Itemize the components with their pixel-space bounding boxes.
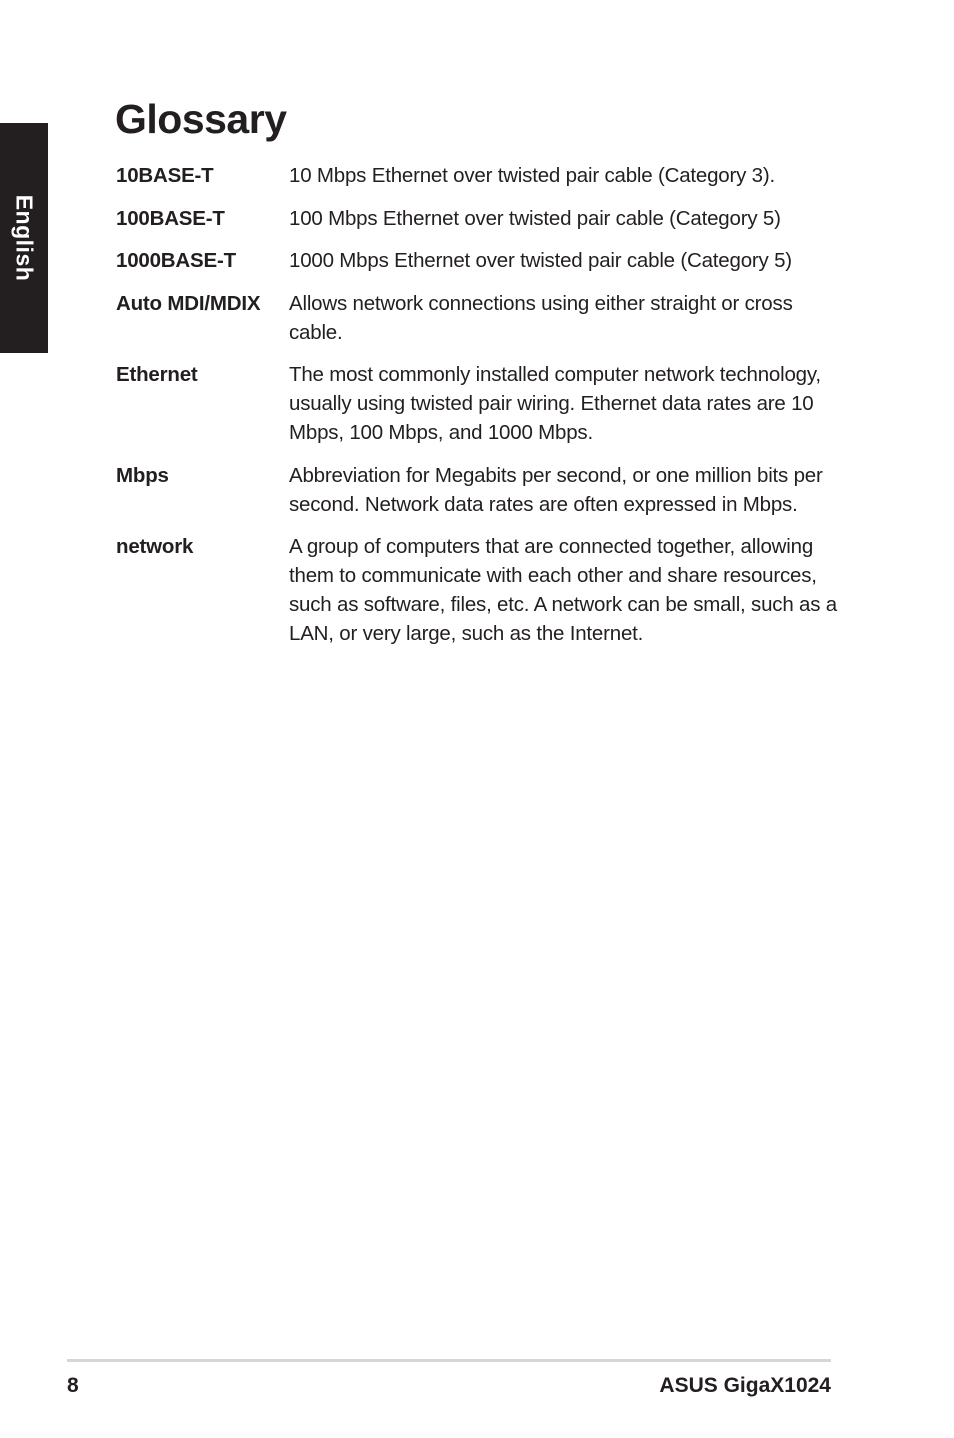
- footer-page-number: 8: [67, 1374, 79, 1397]
- glossary-entry: [116, 461, 841, 519]
- glossary-term: network: [116, 535, 194, 558]
- footer-product-name: ASUS GigaX1024: [659, 1374, 831, 1397]
- glossary-term: 1000BASE-T: [116, 249, 236, 272]
- glossary-definition: Allows network connections using either straight or cross cable.: [289, 291, 793, 344]
- glossary-entry: [116, 204, 841, 233]
- glossary-entry: [116, 161, 841, 190]
- glossary-term: Ethernet: [116, 363, 198, 386]
- glossary-entry: [116, 532, 841, 648]
- glossary-definition: A group of computers that are connected together, allowing them to communicate with each other and share resources, such as software, files, etc. A network can be small, such as a LAN, or very large, such as the Internet.: [289, 535, 837, 645]
- page-title: Glossary: [115, 96, 287, 142]
- glossary-definition: 1000 Mbps Ethernet over twisted pair cable (Category 5): [289, 249, 792, 272]
- footer-divider: [67, 1359, 831, 1362]
- glossary-term: Auto MDI/MDIX: [116, 291, 261, 315]
- language-tab-label: English: [11, 194, 38, 282]
- glossary-definition: The most commonly installed computer network technology, usually using twisted pair wiring. Ethernet data rates are 10 Mbps, 100 Mbps, and 1000 Mbps.: [289, 363, 821, 444]
- glossary-entry: [116, 360, 841, 447]
- glossary-definition: 10 Mbps Ethernet over twisted pair cable (Category 3).: [289, 164, 775, 187]
- glossary-term: 10BASE-T: [116, 164, 214, 187]
- glossary-definition: Abbreviation for Megabits per second, or one million bits per second. Network data rates are often expressed in Mbps.: [289, 463, 823, 516]
- glossary-entry: [116, 246, 841, 275]
- glossary-definition: 100 Mbps Ethernet over twisted pair cable (Category 5): [289, 206, 781, 230]
- glossary-term: 100BASE-T: [116, 206, 225, 230]
- glossary-term: Mbps: [116, 463, 169, 487]
- glossary-entry: [116, 289, 841, 347]
- glossary-list: [116, 161, 841, 662]
